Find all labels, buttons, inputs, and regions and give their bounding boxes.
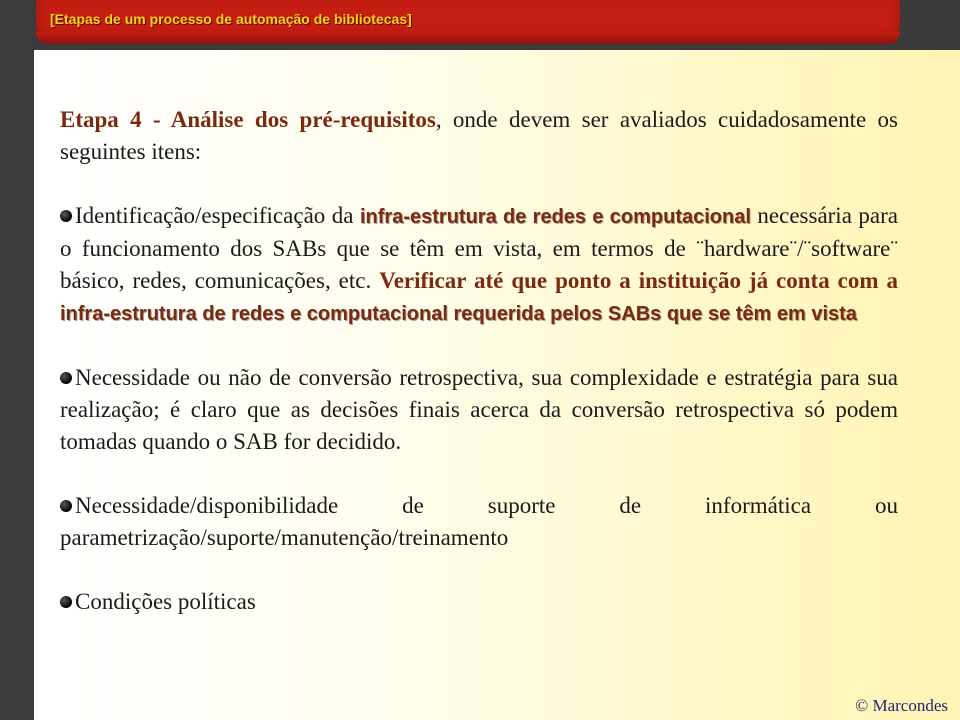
bullet-icon	[60, 372, 72, 384]
bullet-icon	[60, 210, 72, 222]
emphasis-text: Verificar até que ponto a instituição já conta com a	[379, 268, 898, 293]
slide-content	[60, 104, 898, 650]
slide-heading	[60, 104, 898, 168]
highlight-text: infra-estrutura de redes e computacional	[360, 206, 751, 228]
slide-section-title: [Etapas de um processo de automação de bibliotecas]	[50, 11, 412, 27]
heading-bold: Etapa 4 - Análise dos pré-requisitos	[60, 107, 436, 132]
bullet-item-2	[60, 362, 898, 458]
bullet-text: Necessidade/disponibilidade de suporte de informática ou parametrização/suporte/manutenção/treinamento	[60, 493, 898, 550]
bullet-item-4	[60, 586, 898, 618]
left-frame-strip	[0, 0, 32, 720]
bullet-text: necessária para o funcionamento dos SABs que se têm em vista, em termos de ¨hardware¨/¨software¨ básico, redes, comunicações, etc.	[60, 203, 898, 293]
bullet-icon	[60, 500, 72, 512]
slide-panel	[34, 50, 960, 720]
bullet-text: Necessidade ou não de conversão retrospectiva, sua complexidade e estratégia para sua realização; é claro que as decisões finais acerca da conversão retrospectiva só podem tomadas quando o SAB for decidido.	[60, 365, 898, 454]
heading-rest: , onde devem ser avaliados cuidadosamente os seguintes itens:	[60, 107, 898, 164]
bullet-icon	[60, 596, 72, 608]
footer-credit: © Marcondes	[855, 696, 948, 715]
highlight-text: infra-estrutura de redes e computacional requerida pelos SABs que se têm em vista	[60, 303, 857, 325]
bullet-item-1	[60, 200, 898, 330]
bullet-item-3	[60, 490, 898, 554]
bullet-text: Identificação/especificação da	[75, 203, 360, 228]
bullet-text: Condições políticas	[75, 589, 256, 614]
